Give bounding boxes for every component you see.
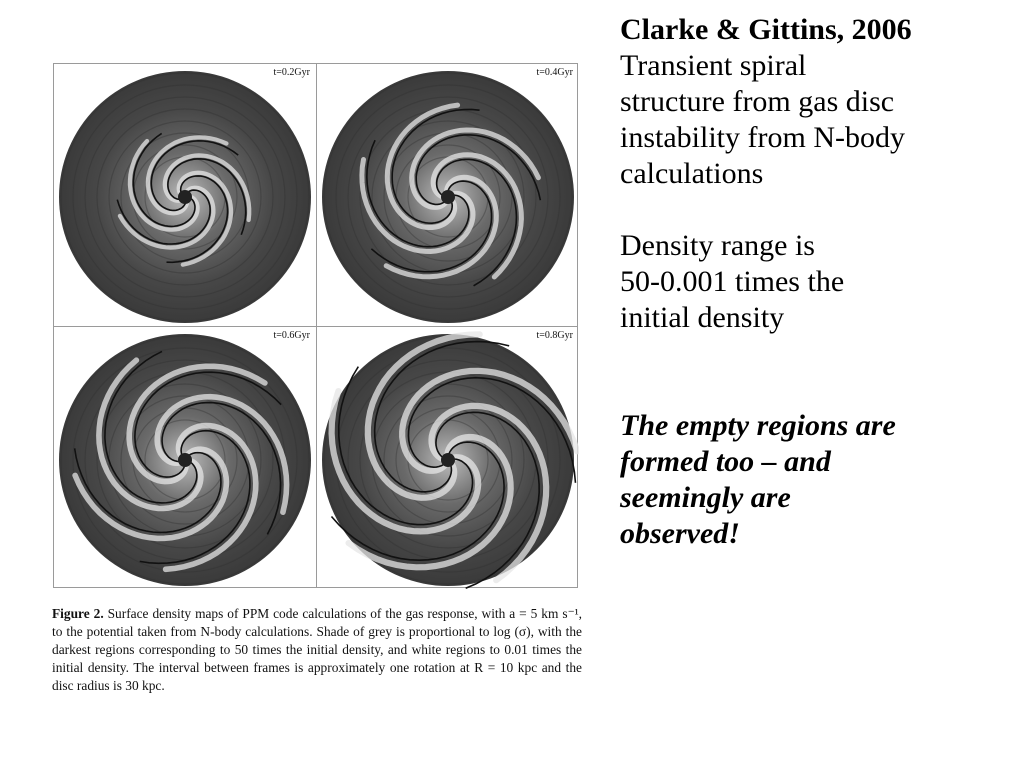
figure-caption-label: Figure 2.	[52, 606, 104, 621]
slide-remark: The empty regions are formed too – and seemingly are observed!	[620, 409, 896, 550]
figure-panel-grid	[53, 63, 578, 588]
slide-title: Clarke & Gittins, 2006	[620, 13, 912, 46]
panel-time-label: t=0.2Gyr	[273, 67, 310, 78]
panel-t06	[54, 327, 316, 589]
panel-t02	[54, 64, 316, 326]
spiral-disc-image	[54, 64, 316, 326]
panel-time-label: t=0.8Gyr	[536, 330, 573, 341]
grid-divider-horizontal	[54, 326, 577, 327]
density-note: Density range is 50-0.001 times the initial density	[620, 229, 845, 334]
figure-caption-text: Surface density maps of PPM code calculations of the gas response, with a = 5 km s⁻¹, to the potential taken from N-body calculations. Shade of grey is proportional to log (σ), with the darkest regions corresponding to 50 times the initial density, and white regions to 0.01 times the initial density. The interval between frames is approximately one rotation at R = 10 kpc and the disc radius is 30 kpc.	[52, 606, 582, 693]
panel-t04	[317, 64, 579, 326]
spiral-disc-image	[317, 327, 579, 589]
spiral-disc-image	[317, 64, 579, 326]
slide-text-column	[620, 12, 1015, 552]
panel-time-label: t=0.4Gyr	[536, 67, 573, 78]
panel-time-label: t=0.6Gyr	[273, 330, 310, 341]
slide-description: Transient spiral structure from gas disc instability from N-body calculations	[620, 49, 905, 190]
figure-caption	[52, 605, 582, 695]
spiral-disc-image	[54, 327, 316, 589]
panel-t08	[317, 327, 579, 589]
